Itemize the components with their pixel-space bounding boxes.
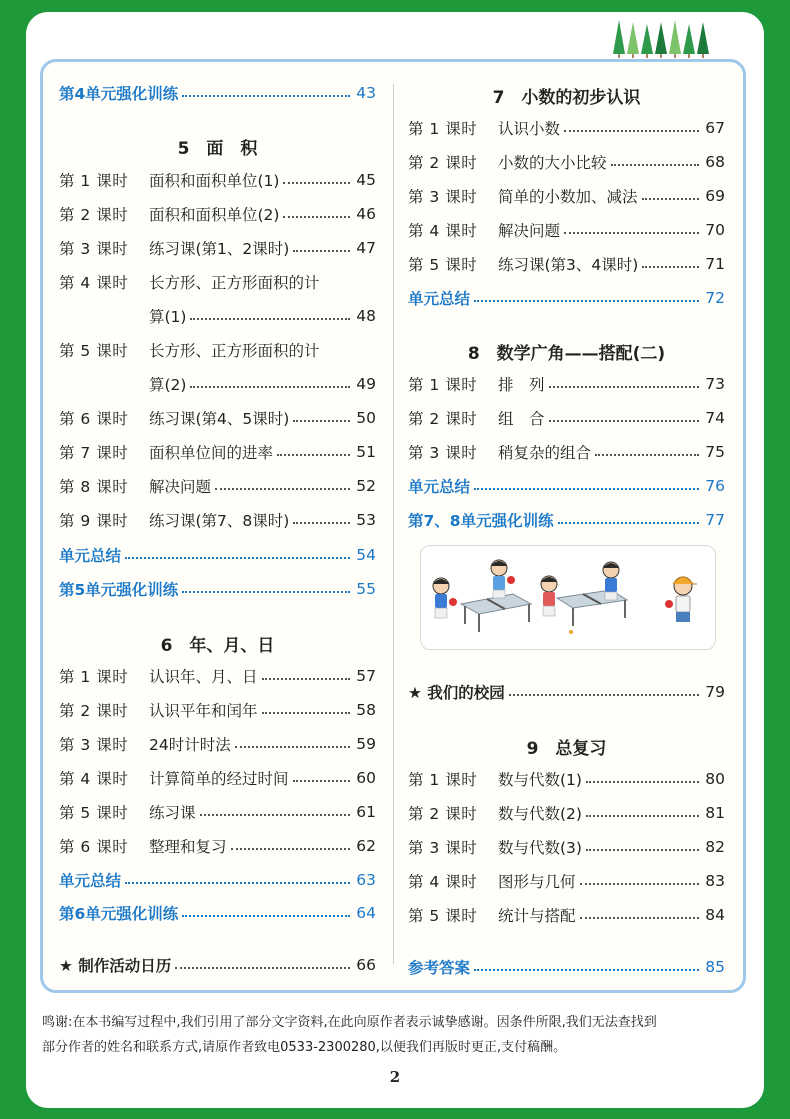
leader-dots — [182, 591, 350, 593]
entry-page: 48 — [356, 307, 376, 325]
entry-title: 24时计时法 — [149, 736, 231, 754]
entry-title: 解决问题 — [149, 478, 212, 496]
leader-dots — [580, 917, 699, 919]
leader-dots — [611, 164, 699, 166]
leader-dots — [190, 318, 350, 320]
lesson-number: 第 5 课时 — [408, 907, 478, 925]
toc-entry[interactable] — [408, 252, 725, 276]
entry-title: 组 合 — [498, 410, 545, 428]
entry-title: 算(2) — [149, 376, 187, 394]
toc-entry[interactable] — [408, 372, 725, 396]
entry-page: 49 — [356, 375, 376, 393]
unit8-heading: 8 数学广角——搭配(二) — [467, 344, 666, 364]
toc-entry[interactable] — [59, 766, 376, 790]
toc-entry[interactable] — [59, 508, 376, 532]
lesson-number: 第 1 课时 — [59, 172, 129, 190]
leader-dots — [283, 216, 350, 218]
toc-entry[interactable] — [408, 184, 725, 208]
entry-title: 整理和复习 — [149, 838, 227, 856]
entry-title: 练习课 — [149, 804, 196, 822]
toc-entry[interactable] — [59, 168, 376, 192]
leader-dots — [642, 266, 699, 268]
entry-page: 70 — [705, 221, 725, 239]
toc-entry-unit78-training[interactable] — [408, 508, 725, 532]
leader-dots — [283, 182, 350, 184]
lesson-number: 第 3 课时 — [59, 240, 129, 258]
leader-dots — [474, 969, 699, 971]
toc-entry[interactable] — [408, 903, 725, 927]
entry-page: 73 — [705, 375, 725, 393]
leader-dots — [474, 300, 699, 302]
entry-title: 简单的小数加、减法 — [498, 188, 638, 206]
toc-entry-answers[interactable] — [408, 955, 725, 979]
toc-entry[interactable] — [59, 664, 376, 688]
lesson-number: 第 4 课时 — [59, 770, 129, 788]
entry-title: 参考答案 — [408, 959, 471, 977]
leader-dots — [182, 95, 350, 97]
entry-page: 71 — [705, 255, 725, 273]
lesson-number: 第 5 课时 — [59, 804, 129, 822]
toc-entry[interactable] — [408, 767, 725, 791]
entry-title: 第6单元强化训练 — [59, 905, 179, 923]
entry-title: 单元总结 — [59, 547, 122, 565]
table-tennis-kids-icon — [421, 546, 715, 649]
leader-dots — [586, 781, 699, 783]
toc-entry[interactable] — [59, 698, 376, 722]
entry-title: 认识小数 — [498, 120, 561, 138]
toc-entry-unit8-summary[interactable] — [408, 474, 725, 498]
leader-dots — [293, 250, 350, 252]
toc-entry[interactable] — [59, 732, 376, 756]
leader-dots — [586, 815, 699, 817]
leader-dots — [182, 915, 350, 917]
leader-dots — [200, 814, 350, 816]
unit9-heading: 9 总复习 — [526, 739, 607, 759]
lesson-number: 第 9 课时 — [59, 512, 129, 530]
entry-title: 数与代数(3) — [498, 839, 582, 857]
leader-dots — [293, 420, 350, 422]
entry-page: 76 — [705, 477, 725, 495]
toc-entry[interactable] — [408, 116, 725, 140]
entry-page: 63 — [356, 871, 376, 889]
entry-page: 50 — [356, 409, 376, 427]
toc-entry-unit7-summary[interactable] — [408, 286, 725, 310]
toc-entry[interactable] — [59, 474, 376, 498]
entry-title: 小数的大小比较 — [498, 154, 607, 172]
entry-title: 图形与几何 — [498, 873, 576, 891]
entry-page: 52 — [356, 477, 376, 495]
entry-page: 83 — [705, 872, 725, 890]
leader-dots — [558, 522, 699, 524]
toc-entry-unit4-training[interactable] — [59, 81, 376, 105]
toc-entry[interactable] — [59, 440, 376, 464]
entry-page: 72 — [705, 289, 725, 307]
acknowledgement — [42, 1010, 752, 1060]
toc-entry[interactable] — [408, 440, 725, 464]
lesson-number: 第 7 课时 — [59, 444, 129, 462]
lesson-number: 第 1 课时 — [408, 376, 478, 394]
leader-dots — [564, 232, 699, 234]
entry-page: 51 — [356, 443, 376, 461]
lesson-number: 第 1 课时 — [59, 668, 129, 686]
entry-title: 认识平年和闰年 — [149, 702, 258, 720]
leader-dots — [231, 848, 350, 850]
lesson-number: 第 1 课时 — [408, 120, 478, 138]
leader-dots — [564, 130, 699, 132]
toc-entry-unit6-training[interactable] — [59, 901, 376, 925]
lesson-number: 第 1 课时 — [408, 771, 478, 789]
leader-dots — [549, 420, 699, 422]
toc-entry[interactable] — [59, 800, 376, 824]
lesson-number: 第 4 课时 — [59, 274, 129, 292]
entry-title: 第4单元强化训练 — [59, 85, 179, 103]
toc-entry[interactable] — [59, 202, 376, 226]
entry-title: 面积和面积单位(1) — [149, 172, 280, 190]
toc-entry-campus[interactable] — [408, 680, 725, 704]
leader-dots — [293, 522, 350, 524]
entry-page: 82 — [705, 838, 725, 856]
toc-entry[interactable] — [408, 835, 725, 859]
column-divider — [393, 84, 394, 964]
entry-title: 计算简单的经过时间 — [149, 770, 289, 788]
leader-dots — [595, 454, 699, 456]
entry-page: 62 — [356, 837, 376, 855]
lesson-number: 第 2 课时 — [408, 805, 478, 823]
lesson-number: 第 2 课时 — [59, 702, 129, 720]
lesson-number: 第 4 课时 — [408, 873, 478, 891]
lesson-number: 第 3 课时 — [408, 444, 478, 462]
entry-title: 第5单元强化训练 — [59, 581, 179, 599]
toc-entry[interactable] — [408, 869, 725, 893]
entry-page: 61 — [356, 803, 376, 821]
entry-title: 练习课(第1、2课时) — [149, 240, 290, 258]
lesson-number: 第 5 课时 — [59, 342, 129, 360]
lesson-number: 第 2 课时 — [59, 206, 129, 224]
entry-page: 43 — [356, 84, 376, 102]
unit5-heading: 5 面 积 — [177, 139, 258, 159]
lesson-number: 第 3 课时 — [59, 736, 129, 754]
leader-dots — [580, 883, 699, 885]
entry-page: 68 — [705, 153, 725, 171]
leader-dots — [175, 967, 350, 969]
entry-title: 单元总结 — [408, 478, 471, 496]
entry-title: 稍复杂的组合 — [498, 444, 592, 462]
entry-title: 单元总结 — [59, 872, 122, 890]
toc-entry[interactable] — [59, 406, 376, 430]
entry-page: 80 — [705, 770, 725, 788]
entry-page: 46 — [356, 205, 376, 223]
lesson-number: 第 3 课时 — [408, 188, 478, 206]
leader-dots — [215, 488, 350, 490]
entry-title: ★ 制作活动日历 — [59, 957, 172, 975]
entry-page: 64 — [356, 904, 376, 922]
leader-dots — [509, 694, 699, 696]
entry-page: 69 — [705, 187, 725, 205]
entry-page: 54 — [356, 546, 376, 564]
entry-title: 练习课(第7、8课时) — [149, 512, 290, 530]
trees-decoration-icon — [612, 18, 710, 58]
entry-page: 77 — [705, 511, 725, 529]
entry-page: 57 — [356, 667, 376, 685]
entry-page: 45 — [356, 171, 376, 189]
entry-title: 单元总结 — [408, 290, 471, 308]
leader-dots — [293, 780, 350, 782]
lesson-number: 第 6 课时 — [59, 410, 129, 428]
entry-title: 长方形、正方形面积的计 — [149, 342, 320, 360]
leader-dots — [235, 746, 350, 748]
entry-title: 统计与搭配 — [498, 907, 576, 925]
entry-page: 67 — [705, 119, 725, 137]
entry-title: 解决问题 — [498, 222, 561, 240]
leader-dots — [277, 454, 350, 456]
leader-dots — [262, 712, 350, 714]
entry-title: 长方形、正方形面积的计 — [149, 274, 320, 292]
toc-entry-unit5-summary[interactable] — [59, 543, 376, 567]
toc-entry[interactable] — [59, 338, 376, 362]
lesson-number: 第 8 课时 — [59, 478, 129, 496]
leader-dots — [190, 386, 350, 388]
entry-title: 面积和面积单位(2) — [149, 206, 280, 224]
toc-entry-continued[interactable] — [149, 372, 376, 396]
entry-page: 53 — [356, 511, 376, 529]
leader-dots — [125, 557, 350, 559]
acknowledgement-line: 部分作者的姓名和联系方式,请原作者致电0533-2300280,以便我们再版时更正,支付稿酬。 — [42, 1040, 567, 1055]
entry-page: 84 — [705, 906, 725, 924]
entry-page: 55 — [356, 580, 376, 598]
lesson-number: 第 3 课时 — [408, 839, 478, 857]
lesson-number: 第 4 课时 — [408, 222, 478, 240]
toc-entry[interactable] — [408, 150, 725, 174]
toc-entry[interactable] — [59, 834, 376, 858]
unit6-heading: 6 年、月、日 — [160, 636, 275, 656]
entry-title: 第7、8单元强化训练 — [408, 512, 554, 530]
entry-title: 练习课(第3、4课时) — [498, 256, 639, 274]
entry-title: 练习课(第4、5课时) — [149, 410, 290, 428]
toc-entry-unit6-summary[interactable] — [59, 868, 376, 892]
entry-page: 85 — [705, 958, 725, 976]
entry-title: 排 列 — [498, 376, 545, 394]
lesson-number: 第 5 课时 — [408, 256, 478, 274]
entry-page: 75 — [705, 443, 725, 461]
leader-dots — [642, 198, 699, 200]
lesson-number: 第 2 课时 — [408, 410, 478, 428]
entry-page: 47 — [356, 239, 376, 257]
entry-title: ★ 我们的校园 — [408, 684, 505, 702]
entry-page: 59 — [356, 735, 376, 753]
table-tennis-illustration — [420, 545, 716, 650]
entry-page: 79 — [705, 683, 725, 701]
entry-page: 66 — [356, 956, 376, 974]
entry-page: 58 — [356, 701, 376, 719]
toc-entry[interactable] — [408, 218, 725, 242]
entry-page: 74 — [705, 409, 725, 427]
leader-dots — [125, 882, 350, 884]
lesson-number: 第 2 课时 — [408, 154, 478, 172]
entry-title: 面积单位间的进率 — [149, 444, 274, 462]
toc-entry[interactable] — [59, 270, 376, 294]
lesson-number: 第 6 课时 — [59, 838, 129, 856]
acknowledgement-line: 鸣谢:在本书编写过程中,我们引用了部分文字资料,在此向原作者表示诚挚感谢。因条件所限,我们无法查找到 — [42, 1015, 657, 1030]
leader-dots — [474, 488, 699, 490]
entry-page: 81 — [705, 804, 725, 822]
entry-title: 数与代数(2) — [498, 805, 582, 823]
toc-entry[interactable] — [408, 406, 725, 430]
leader-dots — [262, 678, 350, 680]
toc-entry[interactable] — [59, 236, 376, 260]
toc-entry-activity[interactable] — [59, 953, 376, 977]
entry-title: 算(1) — [149, 308, 187, 326]
unit7-heading: 7 小数的初步认识 — [492, 88, 641, 108]
entry-page: 60 — [356, 769, 376, 787]
toc-entry-unit5-training[interactable] — [59, 577, 376, 601]
toc-entry[interactable] — [408, 801, 725, 825]
entry-title: 认识年、月、日 — [149, 668, 258, 686]
leader-dots — [586, 849, 699, 851]
page-number: 2 — [389, 1068, 401, 1086]
leader-dots — [549, 386, 699, 388]
toc-entry-continued[interactable] — [149, 304, 376, 328]
entry-title: 数与代数(1) — [498, 771, 582, 789]
